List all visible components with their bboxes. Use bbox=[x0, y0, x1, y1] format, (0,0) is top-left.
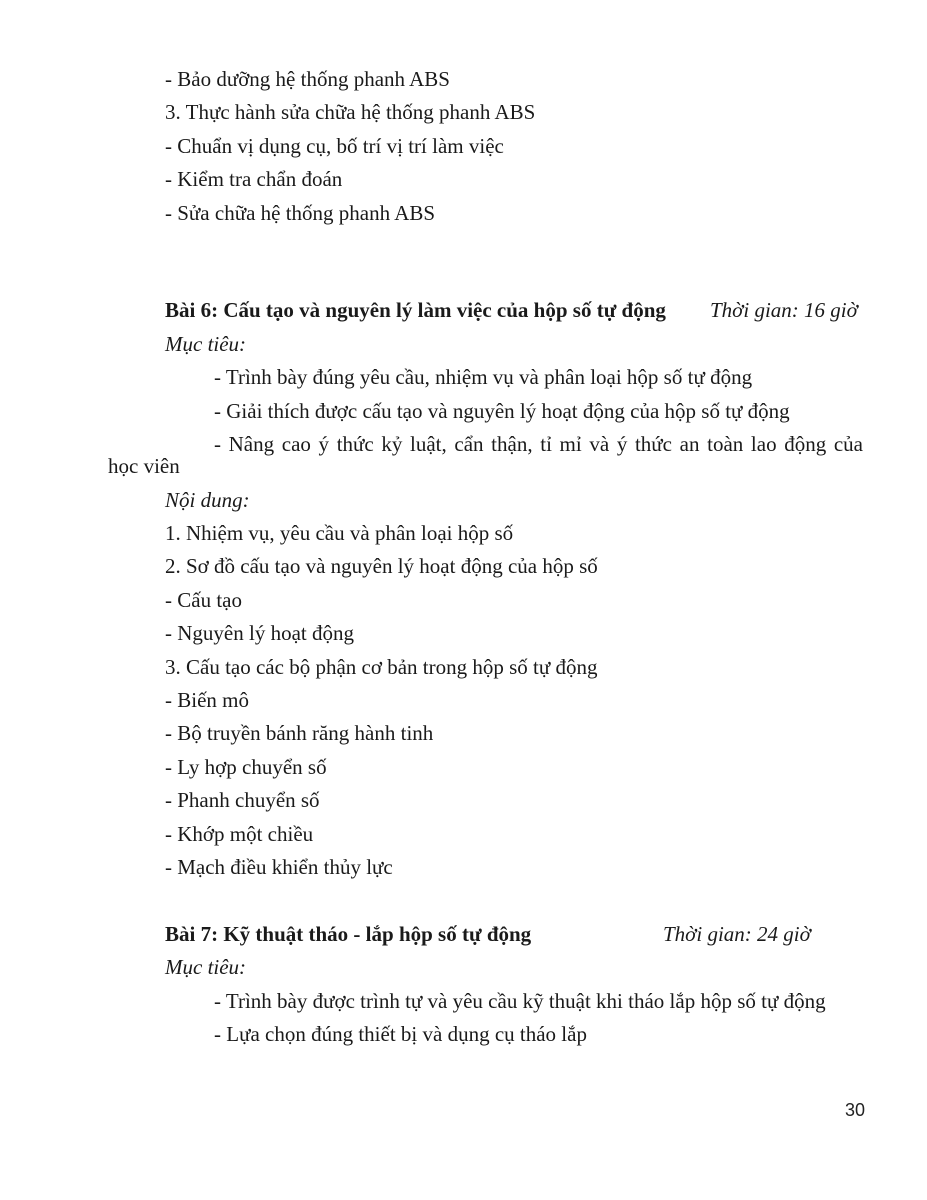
lesson7-duration: Thời gian: 24 giờ bbox=[663, 922, 811, 946]
list-item: - Bảo dưỡng hệ thống phanh ABS bbox=[165, 67, 450, 91]
list-item: 3. Thực hành sửa chữa hệ thống phanh ABS bbox=[165, 100, 536, 124]
lesson7-objectives-label: Mục tiêu: bbox=[165, 955, 247, 979]
list-item: - Khớp một chiều bbox=[165, 822, 314, 846]
lesson6-duration: Thời gian: 16 giờ bbox=[710, 298, 858, 322]
list-item: 2. Sơ đồ cấu tạo và nguyên lý hoạt động của hộp số bbox=[165, 554, 598, 578]
list-item: - Mạch điều khiển thủy lực bbox=[165, 855, 393, 879]
list-item: - Sửa chữa hệ thống phanh ABS bbox=[165, 201, 436, 225]
lesson6-title: Bài 6: Cấu tạo và nguyên lý làm việc của hộp số tự động bbox=[165, 298, 666, 322]
list-item: - Phanh chuyển số bbox=[165, 788, 320, 812]
list-item: - Nâng cao ý thức kỷ luật, cẩn thận, tỉ mỉ và ý thức an toàn lao động của bbox=[214, 432, 863, 456]
lesson7-title: Bài 7: Kỹ thuật tháo - lắp hộp số tự động bbox=[165, 922, 532, 946]
list-item: - Chuẩn vị dụng cụ, bố trí vị trí làm việc bbox=[165, 134, 504, 158]
list-item: - Giải thích được cấu tạo và nguyên lý hoạt động của hộp số tự động bbox=[214, 399, 790, 423]
lesson6-objectives-label: Mục tiêu: bbox=[165, 332, 247, 356]
list-item: - Nguyên lý hoạt động bbox=[165, 621, 354, 645]
list-item: 1. Nhiệm vụ, yêu cầu và phân loại hộp số bbox=[165, 521, 514, 545]
list-item: - Lựa chọn đúng thiết bị và dụng cụ tháo lắp bbox=[214, 1022, 587, 1046]
list-item: - Cấu tạo bbox=[165, 588, 242, 612]
list-item: - Ly hợp chuyển số bbox=[165, 755, 327, 779]
list-item: - Biến mô bbox=[165, 688, 249, 712]
lesson6-content-label: Nội dung: bbox=[165, 488, 250, 512]
page-number: 30 bbox=[844, 1100, 865, 1120]
list-item: - Trình bày được trình tự và yêu cầu kỹ thuật khi tháo lắp hộp số tự động bbox=[214, 989, 826, 1013]
list-item: 3. Cấu tạo các bộ phận cơ bản trong hộp số tự động bbox=[165, 655, 598, 679]
list-item: - Kiểm tra chẩn đoán bbox=[165, 167, 343, 191]
list-item: - Trình bày đúng yêu cầu, nhiệm vụ và phân loại hộp số tự động bbox=[214, 365, 753, 389]
list-item-wrap: học viên bbox=[108, 454, 180, 478]
list-item: - Bộ truyền bánh răng hành tinh bbox=[165, 721, 434, 745]
